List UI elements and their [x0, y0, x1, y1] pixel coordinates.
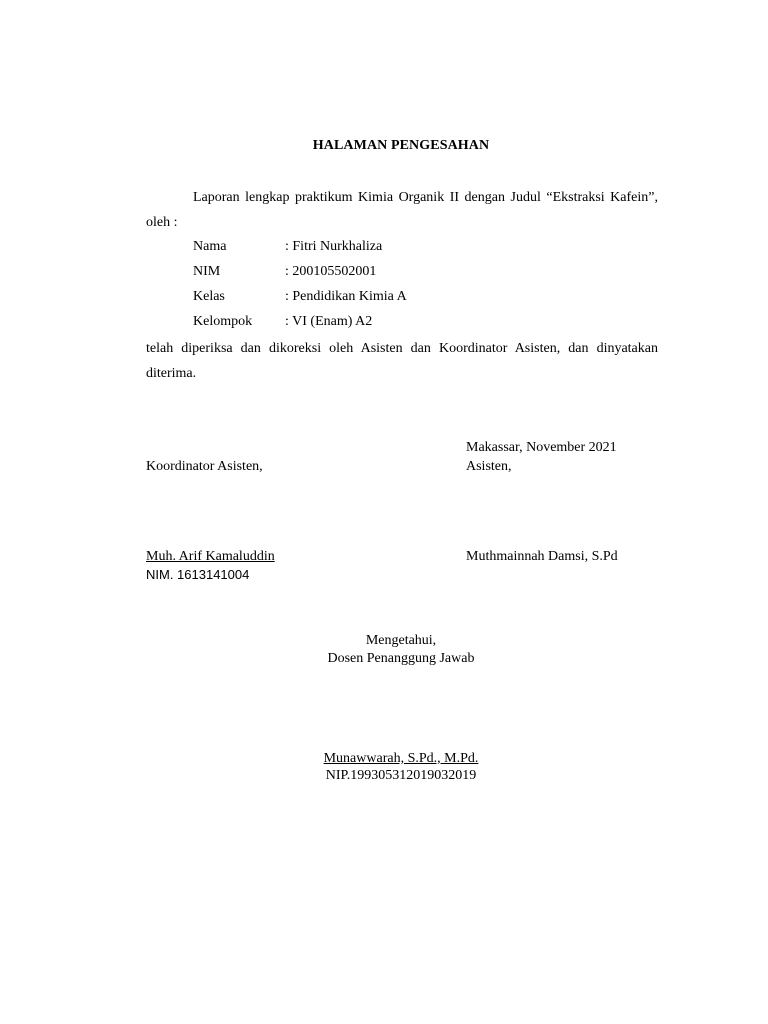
lecturer-nip: NIP.199305312019032019 [325, 768, 477, 783]
coordinator-role: Koordinator Asisten, [146, 459, 263, 474]
field-label: NIM [193, 264, 221, 279]
coordinator-name: Muh. Arif Kamaluddin [146, 549, 275, 564]
field-row-nama [193, 237, 382, 257]
assistant-name: Muthmainnah Damsi, S.Pd [466, 549, 618, 564]
acknowledge-label: Mengetahui, [365, 633, 437, 648]
field-row-nim [193, 262, 376, 282]
lecturer-role: Dosen Penanggung Jawab [327, 651, 475, 666]
field-value: : VI (Enam) A2 [285, 314, 373, 329]
page-title: HALAMAN PENGESAHAN [312, 138, 490, 153]
field-value: : 200105502001 [285, 264, 377, 279]
field-label: Kelompok [193, 314, 253, 329]
field-value: : Fitri Nurkhaliza [285, 239, 383, 254]
lecturer-name: Munawwarah, S.Pd., M.Pd. [323, 751, 479, 766]
closing-paragraph: telah diperiksa dan dikoreksi oleh Asisten dan Koordinator Asisten, dan dinyatakan diterima. [146, 341, 658, 381]
field-label: Kelas [193, 289, 225, 304]
field-row-kelompok [193, 312, 372, 332]
assistant-role: Asisten, [466, 459, 512, 474]
lecturer-name-wrap [0, 750, 768, 768]
place-date: Makassar, November 2021 [466, 440, 617, 455]
field-row-kelas [193, 287, 407, 307]
field-value: : Pendidikan Kimia A [285, 289, 407, 304]
field-label: Nama [193, 239, 227, 254]
coordinator-nim: NIM. 1613141004 [146, 567, 250, 582]
intro-paragraph: Laporan lengkap praktikum Kimia Organik II dengan Judul “Ekstraksi Kafein”, oleh : [146, 190, 658, 230]
